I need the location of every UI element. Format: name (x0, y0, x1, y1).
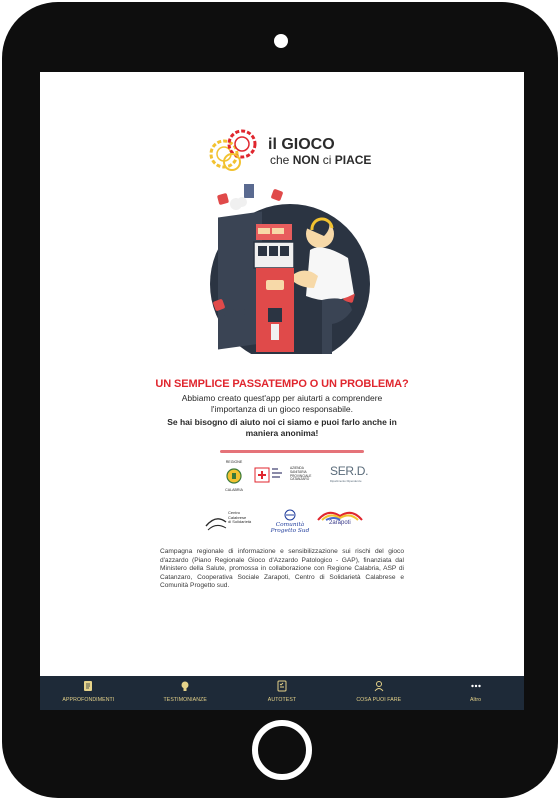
tab-approfondimenti[interactable] (40, 676, 137, 710)
intro-bold-text: Se hai bisogno di aiuto noi ci siamo e puoi farlo anche in maniera anonima! (167, 417, 397, 438)
serd-logo: SER.D. Dipartimento Dipendenze (330, 464, 369, 483)
app-screen (40, 72, 524, 710)
logo-title: il GIOCO (268, 136, 335, 153)
logo-subtitle: che NON ci PIACE (270, 153, 372, 167)
zarapoti-logo: 2arapoti (316, 508, 364, 536)
tablet-frame (2, 2, 558, 798)
comunita-progetto-sud-logo: Comunità Progetto Sud (268, 508, 312, 538)
centro-calabrese-logo: Centro Calabrese di Solidarietà (204, 508, 262, 536)
partner-logos-row-1 (220, 458, 370, 494)
csc-emblem-icon (204, 508, 228, 534)
tab-cosa-puoi-fare[interactable] (330, 676, 427, 710)
cps-emblem-icon (268, 508, 312, 522)
tab-label: COSA PUOI FARE (356, 697, 402, 703)
tab-autotest[interactable] (234, 676, 331, 710)
app-logo (208, 128, 372, 172)
asp-emblem-icon (254, 462, 288, 488)
tab-label: AUTOTEST (267, 697, 297, 703)
asp-catanzaro-logo: AZIENDA SANITARIA PROVINCIALE CATANZARO (254, 462, 328, 488)
lightbulb-icon (179, 680, 191, 692)
tab-altro[interactable] (427, 676, 524, 710)
home-button[interactable] (252, 720, 312, 780)
person-icon (373, 680, 385, 692)
divider (220, 450, 364, 453)
intro-text: Abbiamo creato quest'app per aiutarti a comprendere l'importanza di un gioco responsabile. (181, 393, 383, 414)
tab-label: APPROFONDIMENTI (62, 697, 115, 703)
bottom-tab-bar (40, 676, 524, 710)
regione-calabria-logo: REGIONE CALABRIA (220, 460, 248, 492)
tab-testimonianze[interactable] (137, 676, 234, 710)
checklist-icon (276, 680, 288, 692)
slot-machine-illustration (172, 184, 404, 364)
campaign-text: Campagna regionale di informazione e sensibilizzazione sui rischi del gioco d'azzardo (Piano Regionale Gioco d'Azzardo Patologico - GAP), finanziata dal Ministero della Salute, promossa in collaborazione con Regione Calabria, ASP di Catanzaro, Cooperativa Sociale Zarapoti, Centro di Solidarietà Calabrese e Comunità Progetto sud. (160, 548, 404, 590)
partner-logos-row-2 (204, 508, 364, 538)
document-icon (82, 680, 94, 692)
tab-label: TESTIMONIANZE (163, 697, 207, 703)
tab-label: Altro (470, 697, 482, 703)
more-icon (470, 680, 482, 692)
headline: UN SEMPLICE PASSATEMPO O UN PROBLEMA? (155, 378, 409, 390)
logo-chips-icon (208, 128, 272, 172)
camera-icon (274, 34, 288, 48)
